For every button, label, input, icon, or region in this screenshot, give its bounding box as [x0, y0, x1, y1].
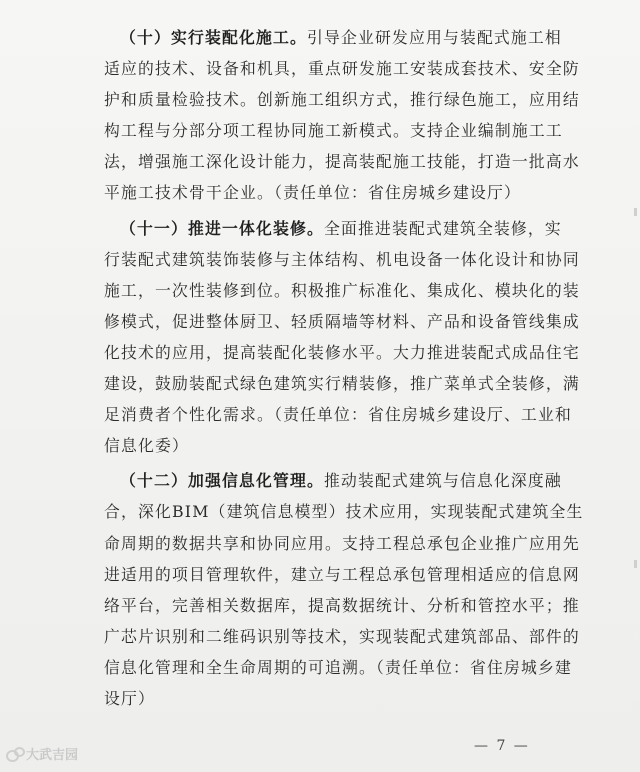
paragraph-line: 构工程与分部分项工程协同施工新模式。支持企业编制施工工	[104, 121, 563, 141]
paragraph-line: 引导企业研发应用与装配式施工相	[306, 28, 562, 47]
watermark-logo-icon	[6, 747, 24, 761]
scan-edge-mark	[634, 208, 637, 216]
paragraph-line: 络平台，完善相关数据库，提高数据统计、分析和管控水平；推	[104, 595, 580, 615]
paragraph-10	[104, 22, 584, 209]
paragraph-line: 广芯片识别和二维码识别等技术，实现装配式建筑部品、部件的	[104, 626, 580, 646]
page-number: — 7 —	[474, 738, 530, 754]
paragraph-line: 足消费者个性化需求。（责任单位：省住房城乡建设厅、工业和	[104, 405, 573, 425]
paragraph-line: 建设，鼓励装配式绿色建筑实行精装修，推广菜单式全装修，满	[104, 374, 580, 394]
paragraph-line: 化技术的应用，提高装配化装修水平。大力推进装配式成品住宅	[104, 342, 580, 362]
paragraph-12	[104, 465, 584, 714]
paragraph-line: 平施工技术骨干企业。（责任单位：省住房城乡建设厅）	[104, 183, 522, 203]
paragraph-line: 设厅）	[104, 688, 155, 708]
paragraph-line: 行装配式建筑装饰装修与主体结构、机电设备一体化设计和协同	[104, 249, 580, 269]
paragraph-heading: （十二）加强信息化管理。	[120, 471, 324, 491]
paragraph-line: 适应的技术、设备和机具，重点研发施工安装成套技术、安全防	[104, 59, 580, 79]
paragraph-line: 修模式，促进整体厨卫、轻质隔墙等材料、产品和设备管线集成	[104, 311, 580, 331]
paragraph-line: 命周期的数据共享和协同应用。支持工程总承包企业推广应用先	[104, 533, 580, 553]
document-body	[104, 22, 584, 718]
paragraph-line: 全面推进装配式建筑全装修，实	[323, 218, 562, 238]
watermark	[6, 744, 78, 763]
paragraph-line: 信息化委）	[104, 436, 189, 456]
paragraph-line: 信息化管理和全生命周期的可追溯。（责任单位：省住房城乡建	[104, 657, 573, 677]
paragraph-line: 合，深化BIM（建筑信息模型）技术应用，实现装配式建筑全生	[104, 502, 584, 522]
paragraph-line: 推动装配式建筑与信息化深度融	[323, 471, 562, 491]
paragraph-heading: （十一）推进一体化装修。	[120, 218, 324, 238]
paragraph-line: 进适用的项目管理软件，建立与工程总承包管理相适应的信息网	[104, 564, 580, 584]
paragraph-line: 施工，一次性装修到位。积极推广标准化、集成化、模块化的装	[104, 280, 580, 300]
paragraph-line: 护和质量检验技术。创新施工组织方式，推行绿色施工，应用结	[104, 90, 580, 110]
watermark-text: 大武吉园	[26, 748, 79, 763]
scan-edge-mark	[634, 560, 637, 568]
paragraph-11	[104, 213, 584, 462]
paragraph-line: 法，增强施工深化设计能力，提高装配施工技能，打造一批高水	[104, 152, 580, 172]
paragraph-heading: （十）实行装配化施工。	[120, 28, 307, 47]
